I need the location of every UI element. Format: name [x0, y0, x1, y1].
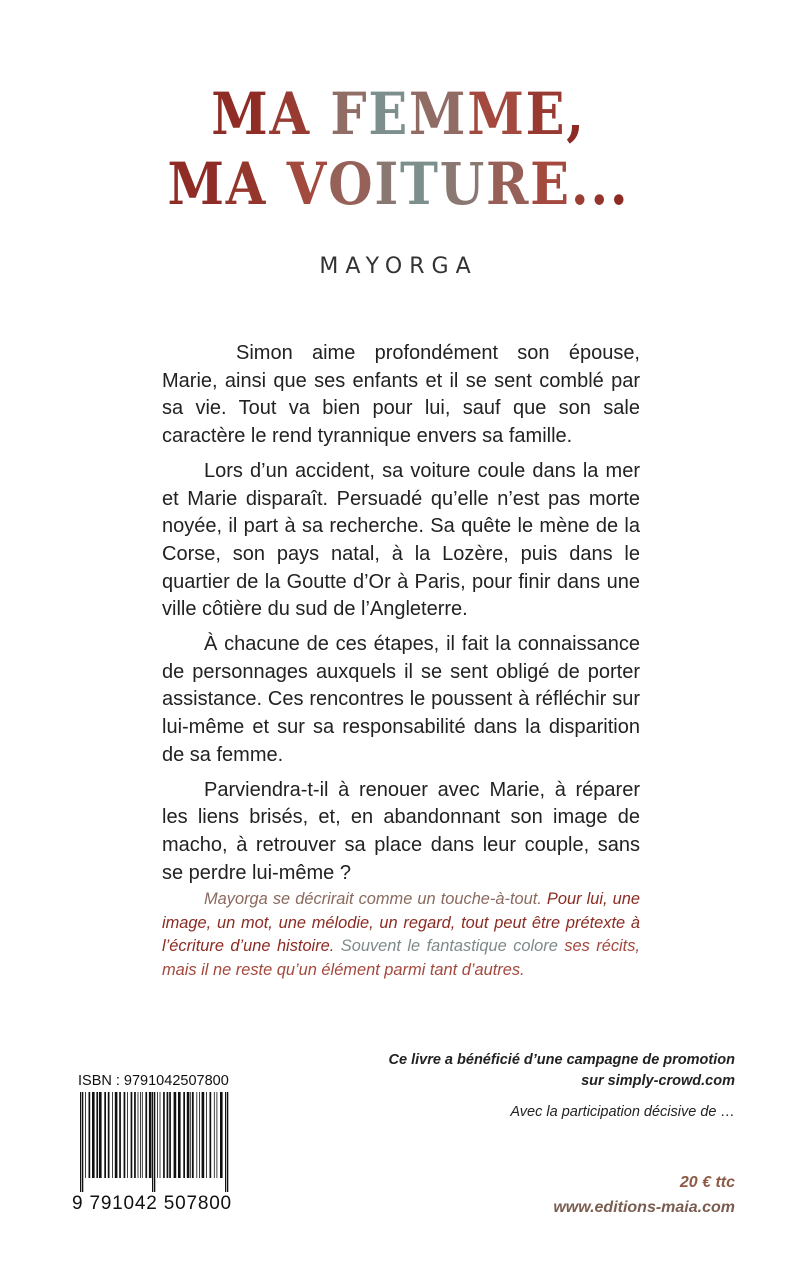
barcode-bar [145, 1092, 147, 1178]
title-letter: . [609, 150, 630, 218]
title-letter: M [167, 150, 226, 218]
barcode-bar [196, 1092, 197, 1178]
barcode-bar [190, 1092, 191, 1178]
barcode-bar [99, 1092, 102, 1178]
barcode-guard-bar [80, 1092, 81, 1192]
price: 20 € ttc [679, 1174, 735, 1191]
barcode-bar [160, 1092, 161, 1178]
title-letter: . [590, 150, 610, 218]
publisher-website: www.editions-maia.com [553, 1199, 735, 1216]
barcode-guard-bar [227, 1092, 228, 1192]
participation-note: Avec la participation décisive de … [510, 1104, 735, 1120]
barcode-bar [142, 1092, 143, 1178]
author-bio-part: Pour lui, une image, un mot, une mélodie, un regard, tout peut être prétexte à l’écriture d’une histoire. [162, 890, 640, 955]
barcode-bar [92, 1092, 95, 1178]
barcode-bar [217, 1092, 218, 1178]
barcode-bar [138, 1092, 139, 1178]
crowdfunding-note [315, 1050, 735, 1092]
title-letter [267, 150, 287, 218]
barcode-digits: 9 791042 507800 [72, 1193, 232, 1214]
author-bio [162, 888, 640, 982]
barcode-bar [202, 1092, 205, 1178]
barcode-bar [206, 1092, 207, 1178]
title-letter: O [328, 150, 375, 218]
barcode-bar [124, 1092, 126, 1178]
barcode-bar [131, 1092, 133, 1178]
title-letter: F [330, 80, 369, 148]
barcode-bar [187, 1092, 190, 1178]
barcode-bar [157, 1092, 158, 1178]
title-letter: , [566, 80, 586, 148]
barcode-bar [127, 1092, 128, 1178]
barcode-bar [169, 1092, 171, 1178]
title-letter: U [439, 150, 486, 218]
title-letter: R [485, 150, 531, 218]
synopsis-paragraph: Lors d’un accident, sa voiture coule dans la mer et Marie disparaît. Persuadé qu’elle n’est pas morte noyée, il part à sa recherche. Sa quête le mène de la Corse, son pays natal, à la Lozère, puis dans le quartier de la Goutte d’Or à Paris, pour finir dans une ville côtière du sud de l’Angleterre. [162, 459, 640, 621]
barcode-bar [220, 1092, 223, 1178]
book-title-line-1-text [211, 80, 586, 148]
barcode-bar [119, 1092, 121, 1178]
synopsis-paragraph: À chacune de ces étapes, il fait la connaissance de personnages auxquels il se sent obligé de porter assistance. Ces rencontres le poussent à réfléchir sur lui-même et sur sa responsabilité dans la disparition de sa femme. [162, 633, 640, 766]
barcode-bar [174, 1092, 177, 1178]
title-letter: E [525, 80, 567, 148]
book-title-line-1 [48, 80, 749, 148]
barcode-bar [96, 1092, 98, 1178]
barcode-bar [140, 1092, 141, 1178]
barcode-bar [183, 1092, 185, 1178]
barcode-bar [192, 1092, 194, 1178]
barcode-bar [214, 1092, 215, 1178]
barcode-bar [112, 1092, 113, 1178]
barcode-bar [104, 1092, 106, 1178]
synopsis [162, 340, 640, 894]
barcode-bar [167, 1092, 169, 1178]
title-letter: E [368, 80, 410, 148]
barcode-bar [89, 1092, 91, 1178]
barcode-bar [178, 1092, 181, 1178]
author-bio-part: Mayorga se décrirait comme un touche-à-tout. [204, 890, 547, 908]
synopsis-paragraph: Parviendra-t-il à renouer avec Marie, à réparer les liens brisés, et, en abandonnant son image de macho, à retrouver sa place dans leur couple, sans se perdre lui-même ? [162, 778, 640, 884]
title-letter: M [409, 80, 468, 148]
book-title-line-2 [48, 150, 749, 218]
crowdfunding-note-line-1: Ce livre a bénéficié d’une campagne de promotion [388, 1052, 735, 1068]
barcode-bar [115, 1092, 118, 1178]
barcode-guard-bar [152, 1092, 153, 1192]
synopsis-paragraph: Simon aime profondément son épouse, Marie, ainsi que ses enfants et il se sent comblé par sa vie. Tout va bien pour lui, sauf que son sale caractère le rend tyrannique envers sa famille. [162, 342, 640, 448]
title-letter: T [399, 150, 440, 218]
barcode-bar [199, 1092, 200, 1178]
barcode-bar [108, 1092, 110, 1178]
barcode-bar [163, 1092, 165, 1178]
barcode-bars [70, 1092, 238, 1192]
isbn-label: ISBN : 9791042507800 [78, 1073, 229, 1089]
barcode-guard-bar [154, 1092, 155, 1192]
title-letter: I [374, 150, 400, 218]
title-letter: A [269, 80, 311, 148]
barcode-bar [134, 1092, 136, 1178]
barcode-guard-bar [225, 1092, 226, 1192]
title-letter: A [225, 150, 268, 218]
title-letter [311, 80, 331, 148]
title-letter: M [211, 80, 270, 148]
barcode-bar [149, 1092, 152, 1178]
title-letter: E [530, 150, 571, 218]
title-letter: M [467, 80, 526, 148]
barcode-bar [210, 1092, 212, 1178]
title-letter: V [286, 150, 329, 218]
barcode-bar [85, 1092, 86, 1178]
title-letter: . [570, 150, 591, 218]
author-bio-part: Souvent le fantastique colore [340, 937, 565, 955]
author-name: MAYORGA [319, 254, 478, 279]
author-bio-part: ses récits, mais il ne reste qu’un élément parmi tant d’autres. [162, 937, 640, 979]
book-title-line-2-text [168, 150, 630, 218]
barcode-guard-bar [82, 1092, 83, 1192]
crowdfunding-note-line-2: sur simply-crowd.com [581, 1073, 735, 1089]
